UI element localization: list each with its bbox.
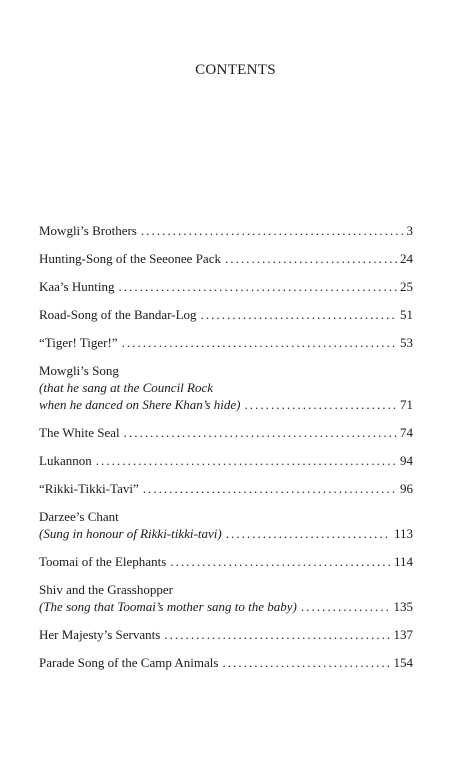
toc-entry-title: Shiv and the Grasshopper (39, 582, 173, 597)
dot-leader (201, 306, 397, 323)
dot-leader (96, 452, 397, 469)
toc-entry-page: 24 (400, 251, 413, 266)
dot-leader (244, 396, 397, 413)
toc-entry-title: Kaa’s Hunting (39, 279, 115, 294)
toc-entry[interactable] (39, 250, 413, 267)
toc-entry-page: 114 (393, 554, 413, 569)
toc-entry-title: Her Majesty’s Servants (39, 627, 161, 642)
dot-leader (301, 598, 391, 615)
toc-entry-title: The White Seal (39, 425, 120, 440)
dot-leader (141, 222, 404, 239)
dot-leader (170, 553, 391, 570)
toc-entry-page: 3 (406, 223, 413, 238)
page-title: CONTENTS (195, 62, 276, 78)
dot-leader (124, 424, 397, 441)
dot-leader (222, 654, 390, 671)
toc-entry-title: Toomai of the Elephants (39, 554, 167, 569)
toc-entry[interactable] (39, 654, 413, 671)
toc-entry-title: Lukannon (39, 453, 92, 468)
toc-entry-title: “Rikki-Tikki-Tavi” (39, 481, 139, 496)
toc-entry-title: “Tiger! Tiger!” (39, 335, 118, 350)
toc-entry[interactable] (39, 424, 413, 441)
toc-entry-subtitle: (Sung in honour of Rikki-tikki-tavi) (39, 526, 222, 541)
toc-entry[interactable] (39, 480, 413, 497)
toc-entry-page: 113 (393, 526, 413, 541)
toc-entry-title: Road-Song of the Bandar-Log (39, 307, 197, 322)
dot-leader (225, 250, 397, 267)
toc-entry-page: 71 (400, 397, 413, 412)
toc-entry[interactable] (39, 306, 413, 323)
toc-entry[interactable] (39, 626, 413, 643)
dot-leader (122, 334, 397, 351)
toc-entry-page: 51 (400, 307, 413, 322)
dot-leader (118, 278, 397, 295)
toc-entry-page: 25 (400, 279, 413, 294)
toc-entry[interactable] (39, 278, 413, 295)
toc-entry-page: 154 (393, 655, 413, 670)
table-of-contents (39, 222, 413, 671)
toc-entry-subtitle: (that he sang at the Council Rock (39, 380, 214, 395)
dot-leader (226, 525, 391, 542)
toc-entry-title: Hunting-Song of the Seeonee Pack (39, 251, 221, 266)
toc-entry-title: Mowgli’s Brothers (39, 223, 137, 238)
toc-entry-page: 94 (400, 453, 413, 468)
toc-entry-page: 135 (393, 599, 413, 614)
toc-entry-page: 53 (400, 335, 413, 350)
toc-entry-subtitle: when he danced on Shere Khan’s hide) (39, 397, 241, 412)
toc-entry-page: 137 (393, 627, 413, 642)
toc-entry-title: Mowgli’s Song (39, 363, 119, 378)
toc-entry-page: 74 (400, 425, 413, 440)
toc-entry[interactable] (39, 362, 413, 413)
toc-entry[interactable] (39, 222, 413, 239)
toc-entry[interactable] (39, 581, 413, 615)
dot-leader (143, 480, 397, 497)
toc-entry[interactable] (39, 508, 413, 542)
toc-entry[interactable] (39, 334, 413, 351)
toc-entry[interactable] (39, 452, 413, 469)
toc-entry-title: Darzee’s Chant (39, 509, 119, 524)
toc-entry-page: 96 (400, 481, 413, 496)
toc-entry-title: Parade Song of the Camp Animals (39, 655, 219, 670)
toc-entry-subtitle: (The song that Toomai’s mother sang to the baby) (39, 599, 297, 614)
dot-leader (164, 626, 390, 643)
toc-entry[interactable] (39, 553, 413, 570)
